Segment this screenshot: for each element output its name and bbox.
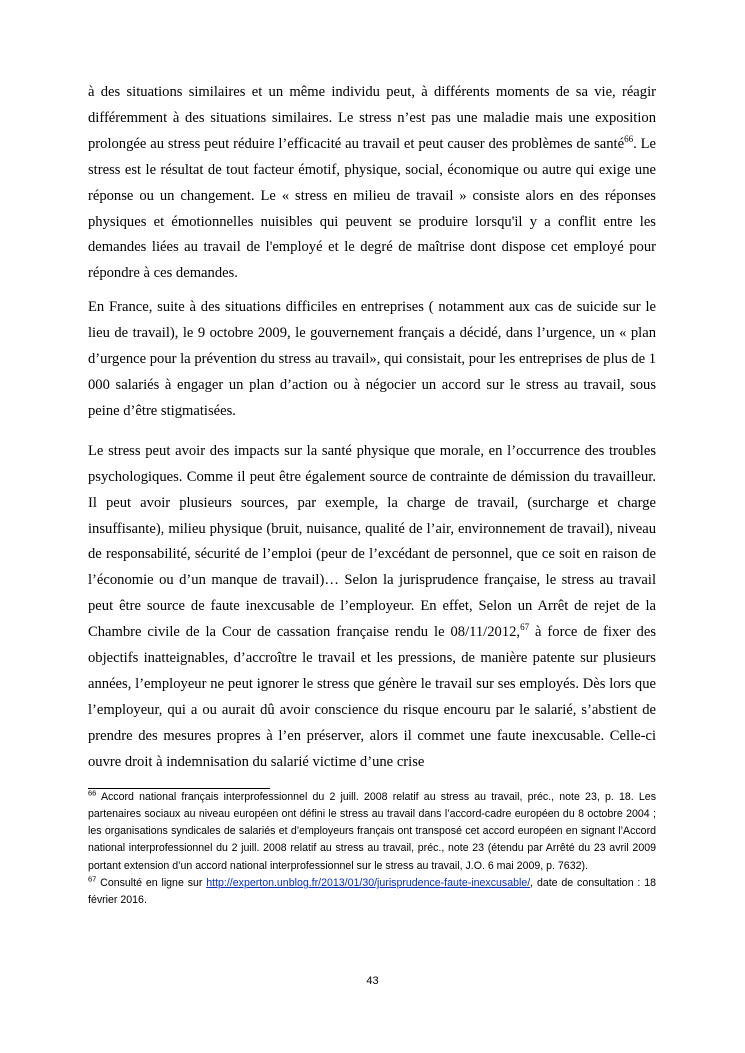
footnote-link[interactable]: http://experton.unblog.fr/2013/01/30/jurisprudence-faute-inexcusable/ [206,877,531,890]
page-number: 43 [366,975,379,987]
footnote-number: 66 [88,788,97,798]
footnote-reference-66[interactable]: 66 [624,133,634,144]
document-page [88,80,656,910]
footnote-text: Accord national français interprofessionnel du 2 juill. 2008 relatif au stress au travail, préc., note 23, p. 18. Les partenaires sociaux au niveau européen ont défini le stress au travail dans l’accord-cadre européen du 8 octobre 2004 ; les organisations syndicales de salariés et d’employeurs français ont transposé cet accord européen en signant l’Accord national interprofessionnel du 2 juill. 2008 relatif au stress au travail, préc., note 23 (étendu par Arrêté du 23 avril 2009 portant extension d’un accord national interprofessionnel sur le stress au travail, J.O. 6 mai 2009, p. 7632). [88,790,656,872]
body-paragraph-1 [88,80,656,287]
paragraph-text: . Le stress est le résultat de tout facteur émotif, physique, social, économique ou autre qui exige une réponse ou un changement. Le « stress en milieu de travail » consiste alors en des réponses physiques et émotionnelles nuisibles qui peuvent se produire lorsqu'il y a conflit entre les demandes liées au travail de l'employé et le degré de maîtrise dont dispose cet employé pour répondre à ces demandes. [88,135,656,282]
paragraph-text: Le stress peut avoir des impacts sur la santé physique que morale, en l’occurrence des troubles psychologiques. Comme il peut être également source de contrainte de démission du travailleur. Il peut avoir plusieurs sources, par exemple, la charge de travail, (surcharge et charge insuffisante), milieu physique (bruit, nuisance, qualité de l’air, environnement de travail), niveau de responsabilité, sécurité de l’emploi (peur de l’excédant de personnel, que ce soit en raison de l’économie ou d’un manque de travail)… Selon la jurisprudence française, le stress au travail peut être source de faute inexcusable de l’employeur. En effet, Selon un Arrêt de rejet de la Chambre civile de la Cour de cassation française rendu le 08/11/2012, [88,442,656,641]
footnote-text: Consulté en ligne sur [96,877,207,890]
body-paragraph-3 [88,439,656,776]
paragraph-text: à des situations similaires et un même individu peut, à différents moments de sa vie, réagir différemment à des situations similaires. Le stress n’est pas une maladie mais une exposition prolongée au stress peut réduire l’efficacité au travail et peut causer des problèmes de santé [88,84,656,152]
paragraph-text: à force de fixer des objectifs inatteignables, d’accroître le travail et les pressions, de manière patente sur plusieurs années, l’employeur ne peut ignorer le stress que génère le travail sur ses employés. Dès lors que l’employeur, qui a ou aurait dû avoir conscience du risque encouru par le salarié, s’abstient de prendre des mesures propres à l’en préserver, alors il commet une faute inexcusable. Celle-ci ouvre droit à indemnisation du salarié victime d’une crise [88,624,656,770]
footnote-67 [88,875,656,910]
footnote-text: , date de consultation : 18 février 2016. [88,877,656,907]
footnote-number: 67 [88,874,97,884]
body-paragraph-2: En France, suite à des situations difficiles en entreprises ( notamment aux cas de suicide sur le lieu de travail), le 9 octobre 2009, le gouvernement français a décidé, dans l’urgence, un « plan d’urgence pour la prévention du stress au travail», qui consistait, pour les entreprises de plus de 1 000 salariés à engager un plan d’action ou à négocier un accord sur le stress au travail, sous peine d’être stigmatisées. [88,299,656,419]
footnote-66 [88,789,656,875]
footnote-reference-67[interactable]: 67 [520,622,530,633]
